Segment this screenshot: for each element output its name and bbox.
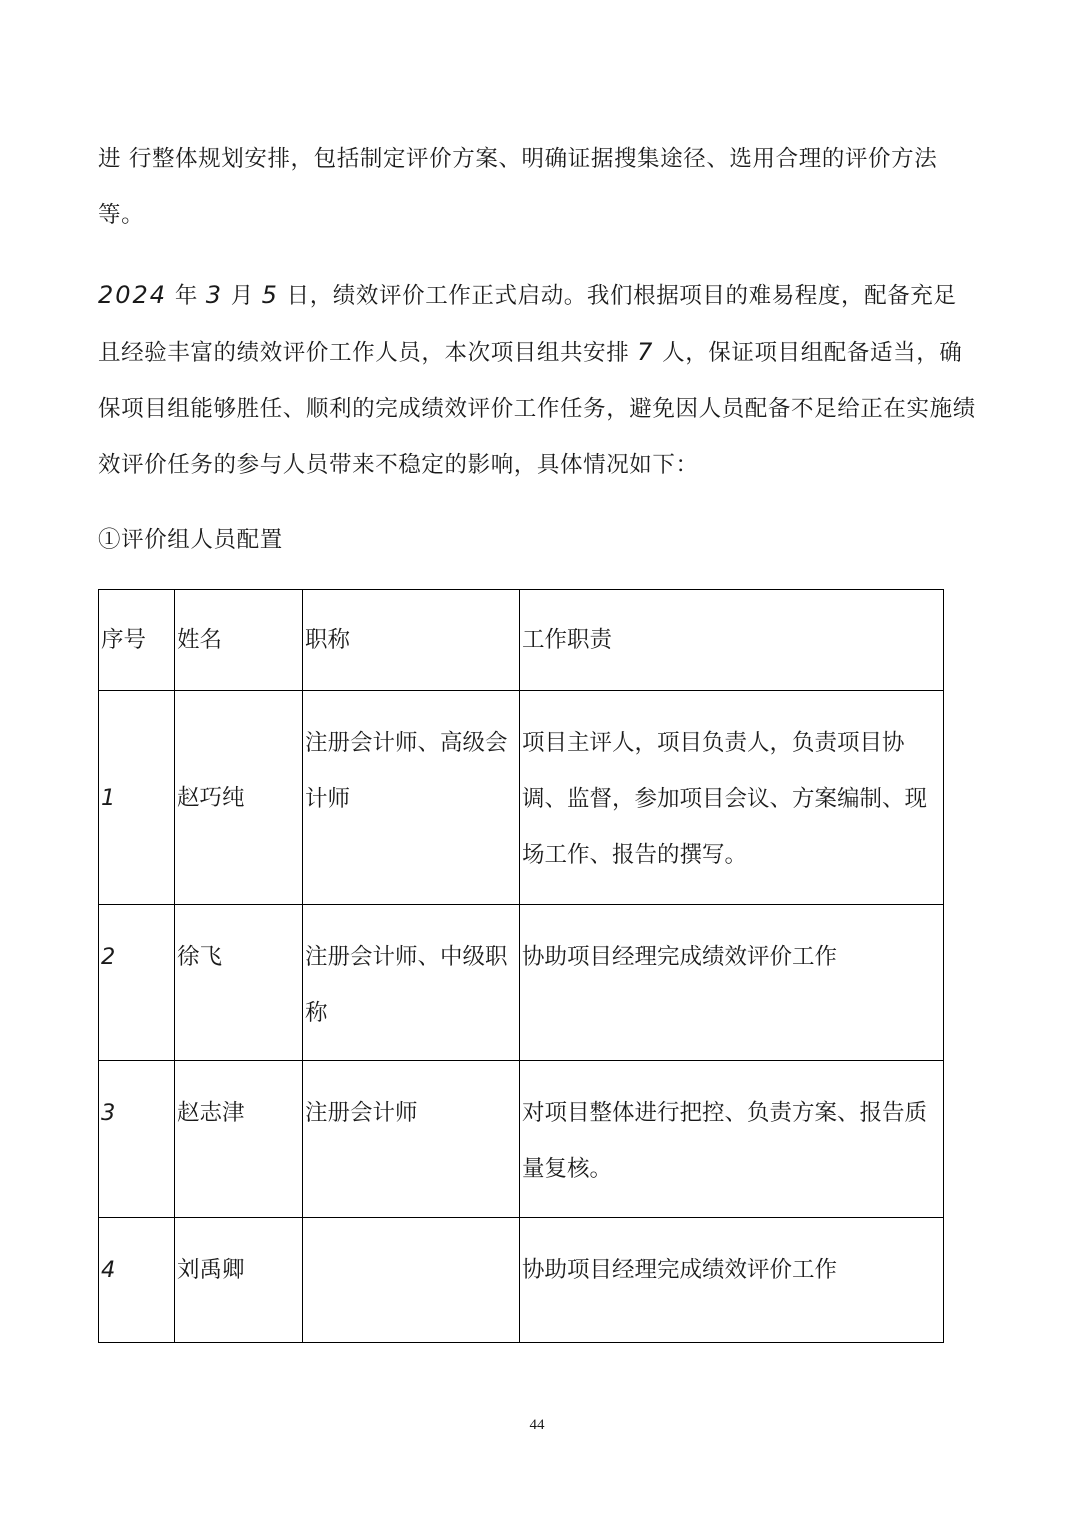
cell-title: [303, 1218, 520, 1343]
header-name: 姓名: [175, 590, 303, 691]
header-duty: 工作职责: [520, 590, 944, 691]
text-launch-body: 日，绩效评价工作正式启动。我们根据项目的难易程度，配备充足且经验丰富的绩效评价工作人员，本次项目组共安排: [98, 283, 957, 366]
launch-day: 5: [261, 281, 279, 309]
cell-title: 注册会计师: [303, 1061, 520, 1218]
cell-title: 注册会计师、中级职称: [303, 905, 520, 1061]
cell-no: 3: [99, 1061, 175, 1218]
cell-no: 1: [99, 691, 175, 905]
paragraph-planning: 进 行整体规划安排，包括制定评价方案、明确证据搜集途径、选用合理的评价方法等。: [98, 146, 938, 228]
cell-duty: 对项目整体进行把控、负责方案、报告质 量复核。: [520, 1061, 944, 1218]
cell-name: 赵志津: [175, 1061, 303, 1218]
launch-year: 2024: [98, 281, 168, 309]
text-year-unit: 年: [167, 283, 206, 309]
table-row: [99, 1061, 944, 1218]
page-number: 44: [529, 1417, 545, 1433]
cell-name: 刘禹卿: [175, 1218, 303, 1343]
cell-no: 4: [99, 1218, 175, 1343]
table-row: [99, 1218, 944, 1343]
team-size: 7: [637, 338, 655, 366]
paragraph-launch: [98, 267, 978, 493]
table-row: [99, 905, 944, 1061]
cell-no: 2: [99, 905, 175, 1061]
text-launch-rest: 人，保证项目组配备适当，确保项目组能够胜任、顺利的完成绩效评价工作任务，避免因人员配备不足给正在实施绩效评价任务的参与人员带来不稳定的影响，具体情况如下：: [98, 340, 976, 478]
table-row: [99, 691, 944, 905]
cell-name: 赵巧纯: [175, 691, 303, 905]
cell-name: 徐飞: [175, 905, 303, 1061]
header-no: 序号: [99, 590, 175, 691]
cell-duty: 协助项目经理完成绩效评价工作: [520, 905, 944, 1061]
launch-month: 3: [205, 281, 223, 309]
cell-duty: 协助项目经理完成绩效评价工作: [520, 1218, 944, 1343]
header-title: 职称: [303, 590, 520, 691]
text-month-unit: 月: [222, 283, 262, 309]
table-header-row: [99, 590, 944, 691]
cell-title: 注册会计师、高级会计师: [303, 691, 520, 905]
section-heading: ①评价组人员配置: [98, 527, 283, 553]
staff-table: [98, 589, 944, 1343]
cell-duty: 项目主评人，项目负责人，负责项目协调、监督，参加项目会议、方案编制、现场工作、报告的撰写。: [520, 691, 944, 905]
